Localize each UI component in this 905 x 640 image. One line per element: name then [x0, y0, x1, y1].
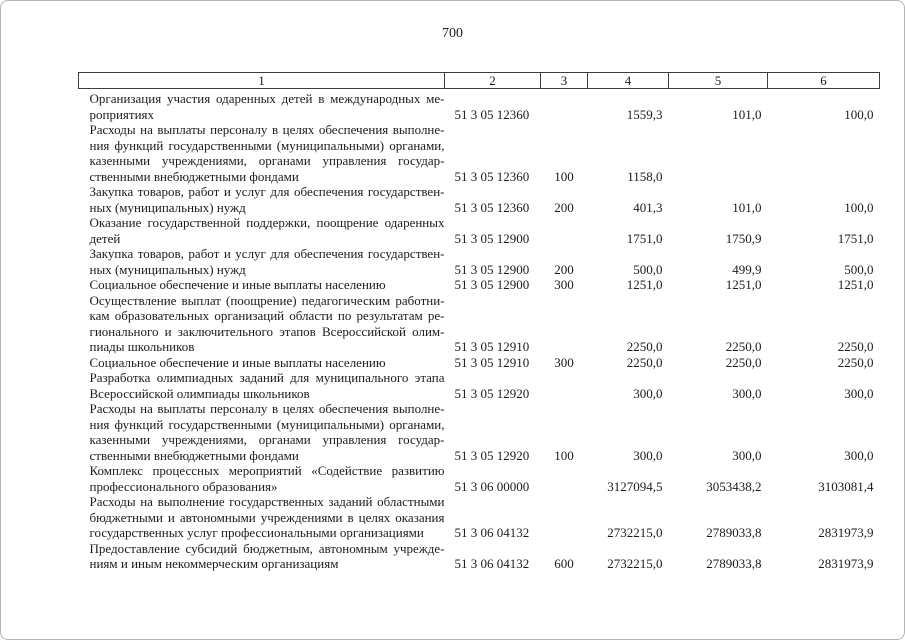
row-amount-col4-cell: 1751,0 — [626, 230, 663, 246]
row-name-cell — [79, 370, 445, 401]
row-amount-col5-cell: 1251,0 — [725, 277, 762, 292]
table-row — [79, 370, 880, 401]
header-cell-4: 4 — [588, 73, 669, 89]
row-name-line: государственных услуг профессиональными организациями — [89, 525, 424, 540]
row-amount-col6-cell: 500,0 — [844, 261, 874, 277]
row-name-line: ния функций государственными (муниципальными) органами, — [89, 416, 445, 432]
row-amount-col4-cell: 1158,0 — [627, 168, 663, 184]
row-amount-col5-cell: 300,0 — [732, 447, 762, 463]
row-expense-type-cell: 600 — [554, 556, 574, 571]
row-amount-col4-cell: 2732215,0 — [607, 525, 663, 540]
row-amount-col4-cell: 300,0 — [633, 447, 663, 463]
row-amount-col5-cell — [669, 122, 768, 184]
row-expense-type-cell — [541, 89, 588, 123]
table-row — [79, 215, 880, 246]
header-cell-1: 1 — [79, 73, 445, 89]
row-name-line: Разработка олимпиадных заданий для муниципального этапа — [89, 370, 445, 385]
row-name-line: Закупка товаров, работ и услуг для обеспечения государствен- — [89, 184, 445, 199]
row-expense-type-cell — [541, 494, 588, 541]
row-expense-type-cell — [541, 370, 588, 401]
row-amount-col6-cell: 1251,0 — [837, 277, 874, 292]
table-header-row — [79, 73, 880, 89]
row-code-cell: 51 3 06 00000 — [454, 478, 530, 494]
table-row — [79, 89, 880, 123]
row-amount-col4-cell: 3127094,5 — [607, 478, 663, 494]
row-expense-type-cell — [541, 215, 588, 246]
row-name-line: бюджетными и автономными учреждениями в целях оказания — [89, 509, 445, 525]
row-name-line: Закупка товаров, работ и услуг для обеспечения государствен- — [89, 246, 445, 261]
row-amount-col4-cell: 500,0 — [633, 261, 663, 277]
row-amount-col6-cell: 2250,0 — [837, 354, 874, 370]
row-amount-col4-cell: 1251,0 — [626, 277, 663, 292]
row-amount-col4-cell: 2250,0 — [626, 354, 663, 370]
row-name-line: ных (муниципальных) нужд — [89, 261, 246, 277]
row-expense-type-cell: 300 — [554, 277, 574, 292]
row-amount-col6-cell: 1751,0 — [837, 230, 874, 246]
row-amount-col6-cell: 300,0 — [844, 447, 874, 463]
table-row — [79, 355, 880, 371]
table-row — [79, 277, 880, 293]
row-name-line: Осуществление выплат (поощрение) педагогическим работни- — [89, 292, 445, 308]
row-expense-type-cell: 100 — [554, 168, 574, 184]
row-name-line: Расходы на выплаты персоналу в целях обеспечения выполне- — [89, 122, 445, 137]
row-name-line: кам образовательных организаций области по результатам ре- — [89, 308, 445, 323]
row-name-line: детей — [89, 230, 121, 246]
row-expense-type-cell: 200 — [554, 199, 574, 215]
row-amount-col5-cell: 300,0 — [732, 385, 762, 401]
budget-table — [78, 72, 880, 572]
row-expense-type-cell — [541, 293, 588, 355]
row-code-cell: 51 3 05 12360 — [454, 199, 530, 215]
row-code-cell: 51 3 06 04132 — [454, 525, 530, 540]
row-amount-col6-cell: 2250,0 — [837, 339, 874, 354]
row-code-cell: 51 3 05 12900 — [454, 230, 530, 246]
table-row — [79, 293, 880, 355]
header-cell-3: 3 — [541, 73, 588, 89]
row-name-line: Всероссийской олимпиады школьников — [89, 385, 310, 401]
row-name-line: Социальное обеспечение и иные выплаты населению — [89, 354, 386, 370]
row-name-cell — [79, 463, 445, 494]
row-expense-type-cell — [541, 463, 588, 494]
row-amount-col5-cell: 2250,0 — [725, 354, 762, 370]
row-amount-col6-cell — [768, 122, 880, 184]
row-name-line: Расходы на выполнение государственных заданий областными — [89, 494, 445, 509]
row-name-line: казенными учреждениями, органами управления государ- — [89, 153, 445, 168]
row-name-line: ниям и иным некоммерческим организациям — [89, 556, 339, 571]
row-amount-col6-cell: 3103081,4 — [818, 478, 874, 494]
header-cell-5: 5 — [669, 73, 768, 89]
header-cell-2: 2 — [445, 73, 541, 89]
row-code-cell: 51 3 05 12920 — [454, 447, 530, 463]
row-amount-col5-cell: 2789033,8 — [706, 525, 762, 540]
row-amount-col6-cell: 100,0 — [844, 106, 874, 122]
row-amount-col5-cell: 2789033,8 — [706, 556, 762, 571]
row-amount-col4-cell: 1559,3 — [626, 106, 663, 122]
row-name-cell — [79, 293, 445, 355]
row-name-cell — [79, 355, 445, 371]
row-name-line: пиады школьников — [89, 339, 195, 354]
row-code-cell: 51 3 05 12360 — [454, 168, 530, 184]
row-expense-type-cell: 100 — [554, 447, 574, 463]
row-code-cell: 51 3 06 04132 — [454, 556, 530, 571]
row-name-cell — [79, 122, 445, 184]
row-amount-col5-cell: 499,9 — [732, 261, 762, 277]
row-name-line: ственными внебюджетными фондами — [89, 447, 299, 463]
row-name-line: профессионального образования» — [89, 478, 278, 494]
row-name-cell — [79, 401, 445, 463]
row-name-line: казенными учреждениями, органами управления государ- — [89, 432, 445, 447]
row-name-line: гионального и заключительного этапов Всероссийской олим- — [89, 323, 445, 339]
row-amount-col6-cell: 2831973,9 — [818, 525, 874, 540]
table-row — [79, 494, 880, 541]
table-row — [79, 401, 880, 463]
row-code-cell: 51 3 05 12910 — [454, 354, 530, 370]
table-row — [79, 463, 880, 494]
row-code-cell: 51 3 05 12900 — [454, 261, 530, 277]
row-name-line: ственными внебюджетными фондами — [89, 168, 299, 184]
page-number: 700 — [442, 26, 463, 41]
row-name-line: Организация участия одаренных детей в международных ме- — [89, 91, 445, 106]
row-code-cell: 51 3 05 12360 — [454, 106, 530, 122]
row-name-cell — [79, 246, 445, 277]
table-body — [79, 89, 880, 572]
row-name-line: Социальное обеспечение и иные выплаты населению — [89, 277, 386, 292]
table-row — [79, 541, 880, 572]
row-name-line: Комплекс процессных мероприятий «Содействие развитию — [89, 463, 445, 478]
table-row — [79, 184, 880, 215]
row-amount-col4-cell: 2250,0 — [626, 339, 663, 354]
row-name-cell — [79, 215, 445, 246]
row-amount-col6-cell: 2831973,9 — [818, 556, 874, 571]
row-amount-col5-cell: 101,0 — [732, 106, 762, 122]
row-name-line: ния функций государственными (муниципальными) органами, — [89, 137, 445, 153]
row-name-line: роприятиях — [89, 106, 155, 122]
row-amount-col5-cell: 2250,0 — [725, 339, 762, 354]
row-code-cell: 51 3 05 12910 — [454, 339, 530, 354]
row-code-cell: 51 3 05 12900 — [454, 277, 530, 292]
row-name-cell — [79, 89, 445, 123]
row-name-cell — [79, 541, 445, 572]
row-amount-col4-cell: 300,0 — [633, 385, 663, 401]
row-name-cell — [79, 184, 445, 215]
row-name-line: ных (муниципальных) нужд — [89, 199, 246, 215]
row-expense-type-cell: 300 — [554, 354, 574, 370]
row-name-line: Расходы на выплаты персоналу в целях обеспечения выполне- — [89, 401, 445, 416]
row-name-cell — [79, 277, 445, 293]
row-amount-col4-cell: 401,3 — [633, 199, 663, 215]
row-amount-col6-cell: 300,0 — [844, 385, 874, 401]
row-name-line: Предоставление субсидий бюджетным, автономным учрежде- — [89, 540, 445, 556]
row-name-line: Оказание государственной поддержки, поощрение одаренных — [89, 215, 445, 230]
row-expense-type-cell: 200 — [554, 261, 574, 277]
table-row — [79, 246, 880, 277]
row-code-cell: 51 3 05 12920 — [454, 385, 530, 401]
row-amount-col5-cell: 101,0 — [732, 199, 762, 215]
header-cell-6: 6 — [768, 73, 880, 89]
row-name-cell — [79, 494, 445, 541]
row-amount-col4-cell: 2732215,0 — [607, 556, 663, 571]
row-amount-col6-cell: 100,0 — [844, 199, 874, 215]
row-amount-col5-cell: 3053438,2 — [706, 478, 762, 494]
row-amount-col5-cell: 1750,9 — [725, 230, 762, 246]
table-row — [79, 122, 880, 184]
